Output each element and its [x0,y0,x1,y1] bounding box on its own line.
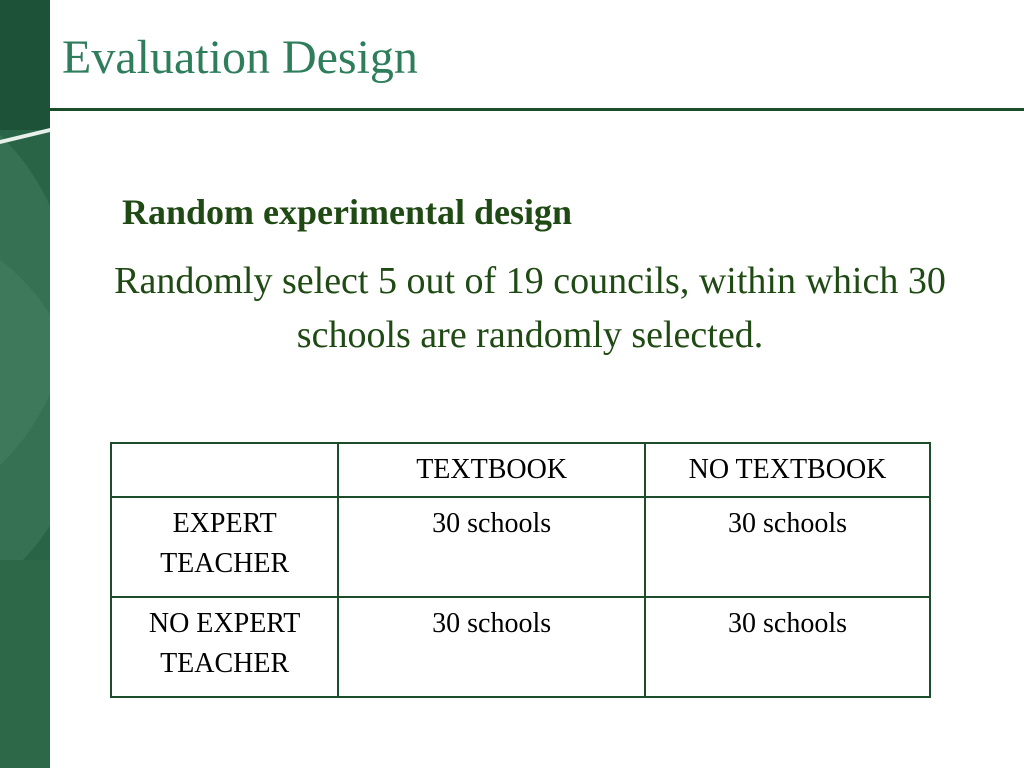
table-header-row [111,443,930,497]
table-cell: 30 schools [645,497,930,597]
design-table [110,442,931,698]
column-header-no-textbook: NO TEXTBOOK [645,443,930,497]
row-label-line: TEACHER [160,548,290,579]
slide-title: Evaluation Design [62,31,418,84]
row-label-line: NO EXPERT [148,608,301,639]
table-row [111,597,930,697]
table-cell: 30 schools [338,597,645,697]
table-corner-cell [111,443,338,497]
body-text: Randomly select 5 out of 19 councils, within which 30 schools are randomly selected. [114,260,946,356]
row-label-line: EXPERT [172,508,277,539]
decorative-side-band [0,0,50,768]
title-divider [50,108,1024,111]
row-label-no-expert-teacher [111,597,338,697]
column-header-textbook: TEXTBOOK [338,443,645,497]
table-cell: 30 schools [645,597,930,697]
table-cell: 30 schools [338,497,645,597]
row-label-line: TEACHER [160,648,290,679]
table-row [111,497,930,597]
row-label-expert-teacher [111,497,338,597]
subheading: Random experimental design [122,192,572,232]
